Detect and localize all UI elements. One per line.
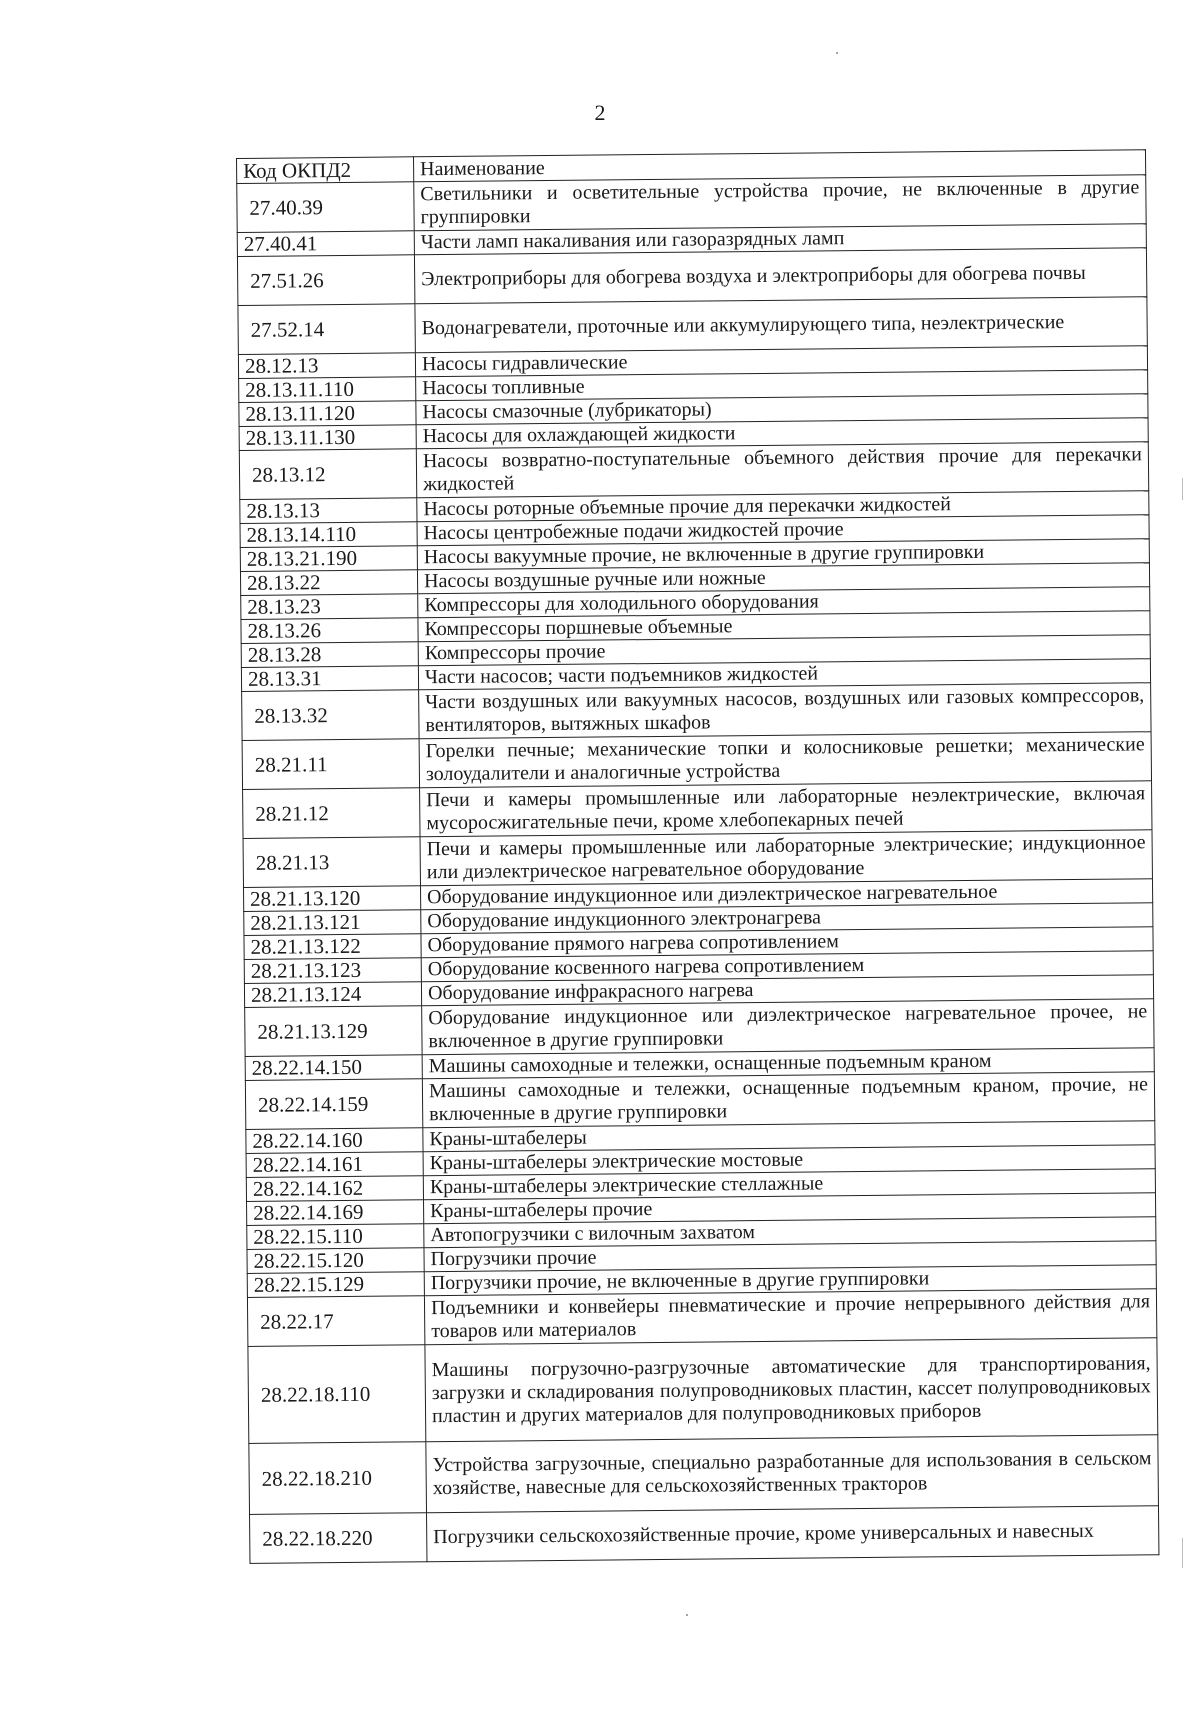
name-cell: Насосы для охлаждающей жидкости (416, 418, 1148, 449)
table-row (243, 830, 1152, 888)
code-cell: 28.13.28 (241, 642, 418, 668)
table-row (242, 683, 1151, 741)
table-row (239, 442, 1148, 500)
name-cell: Машины самоходные и тележки, оснащенные подъемным краном (422, 1048, 1154, 1079)
code-cell: 27.52.14 (238, 304, 415, 355)
name-cell: Оборудование косвенного нагрева сопротивлением (421, 951, 1153, 982)
code-cell: 28.21.13.122 (244, 934, 421, 960)
code-cell: 28.22.14.159 (245, 1079, 422, 1130)
code-cell: 28.13.11.120 (239, 401, 416, 427)
name-cell: Оборудование индукционное или диэлектрическое нагревательное прочее, не включенное в другие группировки (422, 999, 1154, 1055)
okpd2-table (236, 149, 1159, 1564)
name-cell: Насосы топливные (416, 370, 1148, 401)
code-cell: 28.13.14.110 (240, 522, 417, 548)
name-cell: Краны-штабелеры электрические мостовые (423, 1145, 1155, 1176)
name-cell: Водонагреватели, проточные или аккумулирующего типа, неэлектрические (415, 297, 1147, 353)
name-cell: Компрессоры поршневые объемные (418, 611, 1150, 642)
name-cell: Компрессоры для холодильного оборудования (418, 587, 1150, 618)
table-row (247, 1289, 1156, 1347)
name-cell: Оборудование индукционного электронагрева (421, 903, 1153, 934)
code-cell: 28.13.13 (240, 498, 417, 524)
name-cell: Автопогрузчики с вилочным захватом (424, 1217, 1156, 1248)
code-cell: 28.13.11.130 (239, 425, 416, 451)
code-cell: 28.21.13.121 (244, 910, 421, 936)
name-cell: Насосы возвратно-поступательные объемного действия прочие для перекачки жидкостей (416, 442, 1148, 498)
code-cell: 28.22.18.210 (249, 1442, 427, 1515)
code-cell: 28.21.13.129 (245, 1006, 422, 1057)
code-cell: 28.13.11.110 (239, 377, 416, 403)
code-cell: 28.22.15.120 (247, 1248, 424, 1274)
name-cell: Электроприборы для обогрева воздуха и электроприборы для обогрева почвы (414, 248, 1146, 304)
code-cell: 28.13.31 (241, 666, 418, 692)
name-cell: Погрузчики прочие (424, 1241, 1156, 1272)
code-cell: 28.12.13 (238, 353, 415, 379)
code-cell: 28.22.14.162 (246, 1176, 423, 1202)
scan-mark (1182, 478, 1183, 500)
scan-dot (686, 1614, 688, 1616)
table-row (248, 1338, 1158, 1444)
name-cell: Печи и камеры промышленные или лабораторные электрические; индукционное или диэлектрическое нагревательное оборудование (420, 830, 1152, 886)
name-cell: Краны-штабелеры прочие (424, 1193, 1156, 1224)
name-cell: Насосы вакуумные прочие, не включенные в другие группировки (417, 539, 1149, 570)
code-cell: 28.22.18.110 (248, 1345, 426, 1444)
code-cell: 28.13.22 (240, 570, 417, 596)
code-cell: 28.22.17 (247, 1296, 424, 1347)
table-row (250, 1506, 1159, 1564)
name-cell: Горелки печные; механические топки и колосниковые решетки; механические золоудалители и аналогичные устройства (419, 732, 1151, 788)
code-cell: 28.21.13.124 (244, 982, 421, 1008)
name-cell: Части ламп накаливания или газоразрядных ламп (414, 224, 1146, 255)
name-cell: Насосы роторные объемные прочие для перекачки жидкостей (417, 491, 1149, 522)
table-row (243, 781, 1152, 839)
code-cell: 28.21.13 (243, 837, 420, 888)
name-cell: Оборудование прямого нагрева сопротивлением (421, 927, 1153, 958)
code-cell: 27.51.26 (237, 255, 414, 306)
code-cell: 28.13.32 (242, 690, 419, 741)
name-cell: Краны-штабелеры (423, 1121, 1155, 1152)
name-cell: Оборудование инфракрасного нагрева (421, 975, 1153, 1006)
code-cell: 28.13.26 (241, 618, 418, 644)
name-cell: Светильники и осветительные устройства прочие, не включенные в другие группировки (414, 175, 1146, 231)
name-cell: Части насосов; части подъемников жидкостей (418, 659, 1150, 690)
code-cell: 28.21.13.120 (244, 886, 421, 912)
name-cell: Подъемники и конвейеры пневматические и прочие непрерывного действия для товаров или материалов (424, 1289, 1156, 1345)
table-row (245, 999, 1154, 1057)
scan-dot (836, 52, 838, 54)
name-cell: Устройства загрузочные, специально разработанные для использования в сельском хозяйстве, навесные для сельскохозяйственных тракторов (426, 1435, 1159, 1513)
name-cell: Насосы центробежные подачи жидкостей прочие (417, 515, 1149, 546)
table-body (237, 150, 1159, 1564)
code-cell: 27.40.41 (237, 231, 414, 257)
code-cell: 28.21.11 (242, 739, 419, 790)
code-cell: 28.22.18.220 (250, 1513, 427, 1564)
scan-mark (1182, 1538, 1183, 1568)
name-cell: Компрессоры прочие (418, 635, 1150, 666)
table-row (249, 1435, 1159, 1515)
code-cell: 28.13.23 (241, 594, 418, 620)
page-number: 2 (594, 100, 606, 125)
name-cell: Погрузчики прочие, не включенные в другие группировки (424, 1265, 1156, 1296)
code-cell: 28.22.14.150 (245, 1055, 422, 1081)
name-cell: Машины погрузочно-разгрузочные автоматические для транспортирования, загрузки и складирования полупроводниковых пластин, кассет полупроводниковых пластин и других материалов для полупроводниковых приборов (425, 1338, 1158, 1442)
code-cell: 28.22.14.161 (246, 1152, 423, 1178)
code-cell: 28.13.21.190 (240, 546, 417, 572)
name-cell: Насосы воздушные ручные или ножные (417, 563, 1149, 594)
name-cell: Насосы гидравлические (415, 346, 1147, 377)
name-cell: Оборудование индукционное или диэлектрическое нагревательное (420, 879, 1152, 910)
code-cell: 28.22.14.169 (247, 1200, 424, 1226)
table-row (237, 175, 1146, 233)
code-cell: 28.22.14.160 (246, 1128, 423, 1154)
table-row (237, 248, 1146, 306)
name-cell: Машины самоходные и тележки, оснащенные подъемным краном, прочие, не включенные в другие группировки (422, 1072, 1154, 1128)
header-name-cell: Наименование (413, 150, 1145, 182)
code-cell: 27.40.39 (237, 182, 414, 233)
table-row (238, 297, 1147, 355)
code-cell: 28.21.12 (243, 788, 420, 839)
code-cell: 28.22.15.110 (247, 1224, 424, 1250)
table-row (245, 1072, 1154, 1130)
code-cell: 28.13.12 (239, 449, 416, 500)
code-cell: 28.21.13.123 (244, 958, 421, 984)
name-cell: Краны-штабелеры электрические стеллажные (423, 1169, 1155, 1200)
name-cell: Погрузчики сельскохозяйственные прочие, кроме универсальных и навесных (427, 1506, 1159, 1562)
name-cell: Печи и камеры промышленные или лабораторные неэлектрические, включая мусоросжигательные печи, кроме хлебопекарных печей (420, 781, 1152, 837)
header-code-cell: Код ОКПД2 (237, 157, 414, 184)
code-cell: 28.22.15.129 (247, 1272, 424, 1298)
name-cell: Насосы смазочные (лубрикаторы) (416, 394, 1148, 425)
name-cell: Части воздушных или вакуумных насосов, воздушных или газовых компрессоров, вентиляторов, вытяжных шкафов (419, 683, 1151, 739)
table-row (242, 732, 1151, 790)
